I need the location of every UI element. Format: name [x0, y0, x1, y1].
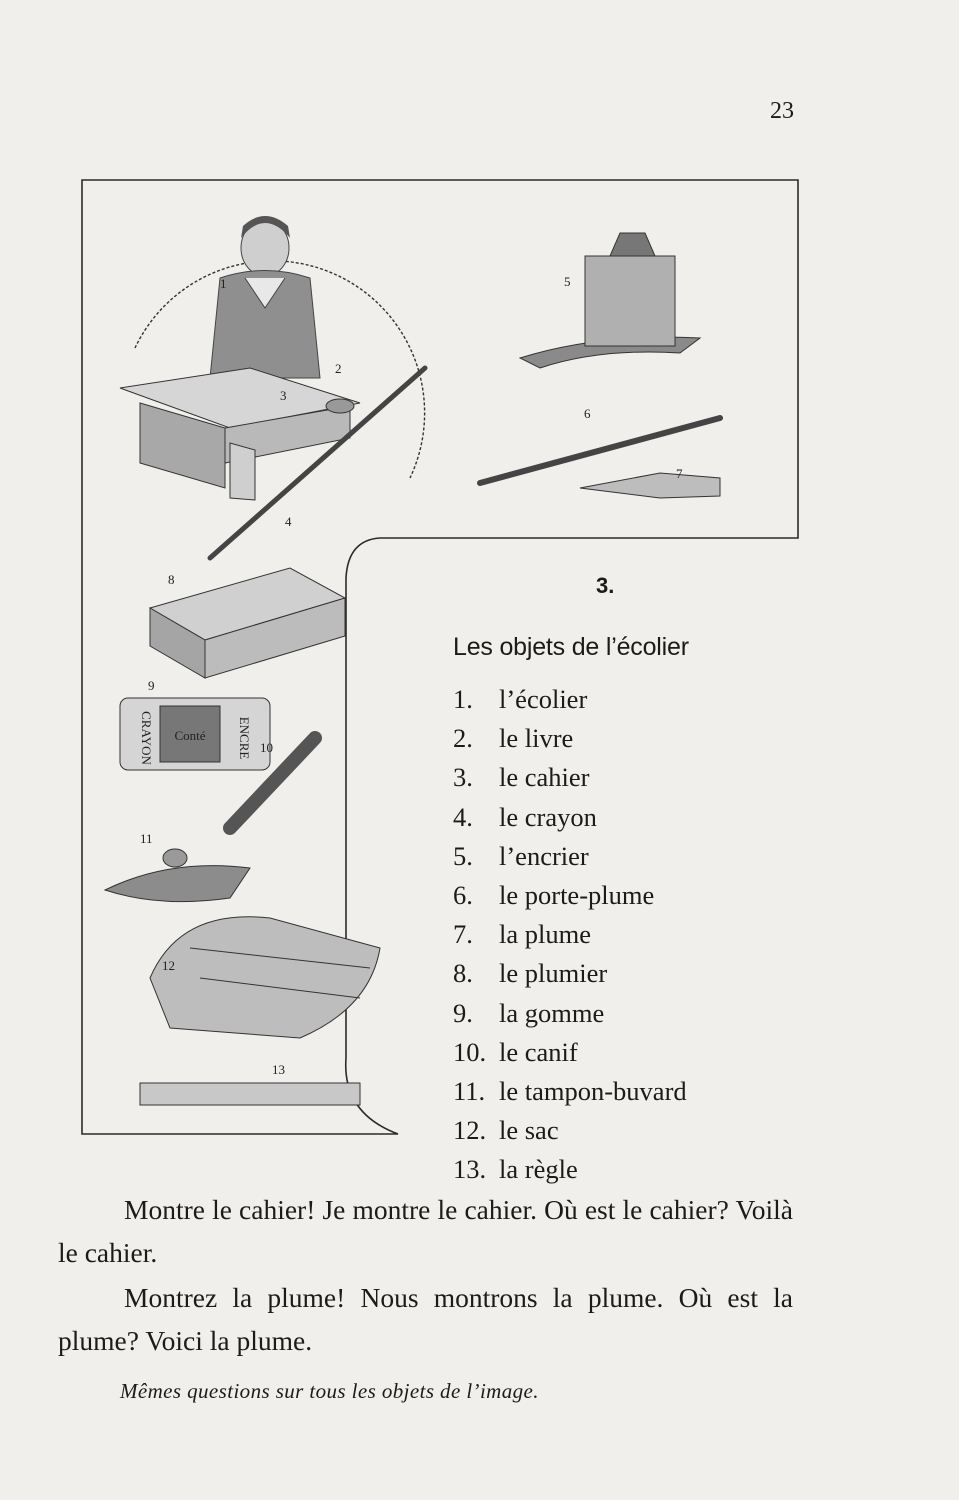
vocab-number: 1. — [453, 684, 473, 714]
eraser-figure — [120, 698, 270, 770]
vocab-word: la plume — [499, 919, 591, 950]
blotter-figure — [105, 849, 250, 902]
vocab-word: le sac — [499, 1115, 559, 1146]
illus-number-10: 10 — [260, 740, 273, 755]
illustration-plate — [80, 178, 800, 1138]
vocab-number: 4. — [453, 801, 473, 832]
vocab-number: 12. — [453, 1115, 487, 1146]
vocab-word: le crayon — [499, 801, 597, 832]
vocab-item — [453, 1150, 687, 1189]
vocab-number: 6. — [453, 880, 473, 911]
paragraph-show-notebook: Montre le cahier! Je montre le cahier. Où est le cahier? Voilà le cahier. — [58, 1194, 793, 1268]
vocab-number: 2. — [453, 723, 473, 754]
illus-number-11: 11 — [140, 831, 153, 846]
vocab-item — [453, 876, 687, 915]
illus-number-1: 1 — [220, 276, 227, 291]
illus-number-2: 2 — [335, 361, 342, 376]
lesson-number: 3. — [596, 573, 615, 598]
eraser-label-crayon: CRAYON — [139, 711, 154, 765]
nib-figure — [580, 473, 720, 498]
illus-number-6: 6 — [584, 406, 591, 421]
vocab-word: le plumier — [499, 958, 608, 989]
vocabulary-list — [453, 680, 687, 1190]
illus-number-8: 8 — [168, 572, 175, 587]
illus-number-7: 7 — [676, 466, 683, 481]
vocab-item — [453, 915, 687, 954]
illus-number-4: 4 — [285, 514, 292, 529]
page-number: 23 — [770, 98, 794, 124]
desk-figure — [120, 368, 360, 500]
vocab-item — [453, 837, 687, 876]
vocab-item — [453, 1033, 687, 1072]
vocab-item — [453, 1111, 687, 1150]
vocab-word: la règle — [499, 1154, 578, 1185]
vocab-number: 10. — [453, 1036, 487, 1067]
vocab-item — [453, 954, 687, 993]
vocab-word: le tampon-buvard — [499, 1076, 687, 1107]
vocab-word: le cahier — [499, 762, 590, 793]
vocab-number: 7. — [453, 919, 473, 950]
vocab-word: le canif — [499, 1036, 578, 1067]
vocab-word: le livre — [499, 723, 574, 754]
vocab-number: 5. — [453, 840, 473, 871]
vocab-number: 13. — [453, 1154, 487, 1185]
vocab-number: 8. — [453, 958, 473, 989]
vocab-word: l’encrier — [499, 840, 589, 871]
illus-number-3: 3 — [280, 388, 287, 403]
illus-number-13: 13 — [272, 1062, 285, 1077]
vocab-item — [453, 994, 687, 1033]
vocab-item — [453, 680, 687, 719]
ruler-figure — [140, 1083, 360, 1105]
vocab-item — [453, 798, 687, 837]
lesson-title: Les objets de l’écolier — [453, 633, 689, 661]
illus-number-9: 9 — [148, 678, 155, 693]
eraser-label-encre: ENCRE — [237, 716, 252, 760]
inkwell-figure — [520, 233, 700, 368]
paragraph-show-pen: Montrez la plume! Nous montrons la plume. Où est la plume? Voici la plume. — [58, 1282, 793, 1356]
pencil-box-figure — [150, 568, 345, 678]
vocab-word: la gomme — [499, 997, 605, 1028]
schoolboy-figure — [210, 216, 320, 378]
vocab-number: 11. — [453, 1076, 486, 1107]
illus-number-5: 5 — [564, 274, 571, 289]
penholder-figure — [480, 418, 720, 483]
vocab-word: l’écolier — [499, 684, 588, 714]
instruction-note: Mêmes questions sur tous les objets de l’image. — [120, 1379, 539, 1403]
illus-number-12: 12 — [162, 958, 175, 973]
eraser-label-brand: Conté — [174, 728, 206, 743]
vocab-item — [453, 719, 687, 758]
vocab-number: 9. — [453, 997, 473, 1028]
vocab-word: le porte-plume — [499, 880, 655, 911]
vocab-item — [453, 758, 687, 797]
vocab-number: 3. — [453, 762, 473, 793]
vocab-item — [453, 1072, 687, 1111]
